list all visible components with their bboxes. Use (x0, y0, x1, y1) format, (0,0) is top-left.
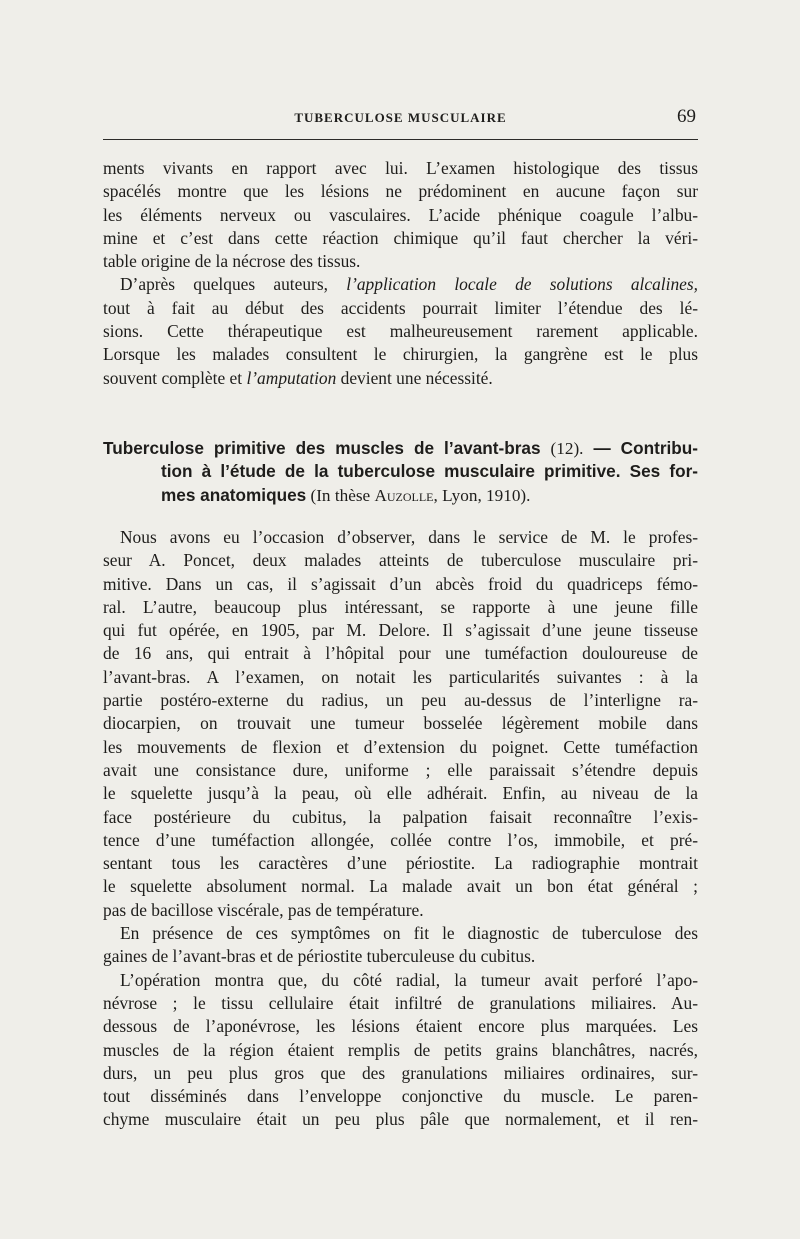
heading-line (103, 484, 698, 507)
text-line: tout à fait au début des accidents pourrait limiter l’étendue des lé- (103, 297, 698, 318)
reference-number: (12). (550, 439, 584, 458)
heading-line (103, 437, 698, 460)
text-span: souvent complète et (103, 367, 247, 388)
text-line: ral. L’autre, beaucoup plus intéressant, se rapporte à une jeune fille (103, 596, 698, 617)
text-line: mine et c’est dans cette réaction chimique qu’il faut chercher la véri- (103, 227, 698, 248)
text-line: les mouvements de flexion et d’extension du poignet. Cette tuméfaction (103, 736, 698, 757)
italic-span: l’amputation (246, 367, 337, 388)
text-line: face postérieure du cubitus, la palpation faisait reconnaître l’exis- (103, 806, 698, 827)
page-number: 69 (677, 106, 696, 127)
heading-bold: Tuberculose primitive des muscles de l’avant-bras (103, 438, 551, 458)
paragraph-4 (103, 922, 698, 969)
text-line: le squelette absolument normal. La malade avait un bon état général ; (103, 876, 698, 897)
text-line: qui fut opérée, en 1905, par M. Delore. Il s’agissait d’une jeune tisseuse (103, 620, 698, 641)
text-line: de 16 ans, qui entrait à l’hôpital pour une tuméfaction douloureuse de (103, 643, 698, 664)
text-line: dessous de l’aponévrose, les lésions étaient encore plus marquées. Les (103, 1016, 698, 1037)
text-line: Nous avons eu l’occasion d’observer, dans le service de M. le profes- (120, 527, 698, 547)
text-line: névrose ; le tissu cellulaire était infiltré de granulations miliaires. Au- (103, 992, 698, 1013)
text-line: L’opération montra que, du côté radial, la tumeur avait perforé l’apo- (120, 969, 698, 990)
text-line: sions. Cette thérapeutique est malheureusement rarement applicable. (103, 321, 698, 342)
text-line: tout disséminés dans l’enveloppe conjonctive du muscle. Le paren- (103, 1086, 698, 1107)
text-line: ments vivants en rapport avec lui. L’examen histologique des tissus (103, 158, 698, 178)
text-line: tence d’une tuméfaction allongée, collée contre l’os, immobile, et pré- (103, 829, 698, 850)
text-line: avait une consistance dure, uniforme ; elle paraissait s’étendre depuis (103, 759, 698, 780)
text-line: l’avant-bras. A l’examen, on notait les particularités suivantes : à la (103, 666, 698, 687)
italic-span: l’application locale de solutions alcalines, (346, 274, 698, 295)
citation-text: (In thèse (306, 485, 375, 505)
body-text-top (103, 157, 698, 390)
running-title: TUBERCULOSE MUSCULAIRE (294, 110, 507, 125)
text-line: sentant tous les caractères d’une périostite. La radiographie montrait (103, 853, 698, 874)
paragraph-3 (103, 526, 698, 922)
text-line: seur A. Poncet, deux malades atteints de tuberculose musculaire pri- (103, 550, 698, 571)
text-line: table origine de la nécrose des tissus. (103, 251, 361, 272)
text-line: partie postéro-externe du radius, un peu au-dessus de l’interligne ra- (103, 690, 698, 711)
paragraph-1 (103, 157, 698, 273)
heading-line: tion à l’étude de la tuberculose musculaire primitive. Ses for- (161, 461, 698, 482)
text-line: Lorsque les malades consultent le chirurgien, la gangrène est le plus (103, 344, 698, 365)
paragraph-5 (103, 969, 698, 1132)
text-line: mitive. Dans un cas, il s’agissait d’un abcès froid du quadriceps fémo- (103, 573, 698, 594)
text-line (103, 367, 698, 390)
text-line: durs, un peu plus gros que des granulations miliaires ordinaires, sur- (103, 1062, 698, 1083)
citation-author: Auzolle (374, 485, 434, 505)
text-line: spacélés montre que les lésions ne prédominent en aucune façon sur (103, 181, 698, 202)
text-span: devient une nécessité. (336, 367, 493, 388)
body-text-bottom (103, 526, 698, 1132)
header-rule (103, 139, 698, 140)
paragraph-2 (103, 273, 698, 389)
text-line: En présence de ces symptômes on fit le diagnostic de tuberculose des (120, 923, 698, 944)
text-line: chyme musculaire était un peu plus pâle que normalement, et il ren- (103, 1109, 698, 1130)
text-line: les éléments nerveux ou vasculaires. L’acide phénique coagule l’albu- (103, 204, 698, 225)
text-line: pas de bacillose viscérale, pas de température. (103, 899, 424, 920)
text-line: le squelette jusqu’à la peau, où elle adhérait. Enfin, au niveau de la (103, 783, 698, 804)
text-span: D’après quelques auteurs, (120, 274, 347, 295)
page-header (103, 106, 698, 136)
text-line: gaines de l’avant-bras et de périostite tuberculeuse du cubitus. (103, 946, 536, 967)
text-line: diocarpien, on trouvait une tumeur bosselée légèrement mobile dans (103, 713, 698, 734)
text-line (103, 273, 698, 296)
section-heading (103, 437, 698, 507)
heading-bold: — Contribu- (583, 438, 699, 458)
citation-text: , Lyon, 1910). (433, 485, 531, 505)
heading-bold: mes anatomiques (161, 484, 307, 505)
text-line: muscles de la région étaient remplis de petits grains blanchâtres, nacrés, (103, 1039, 698, 1060)
